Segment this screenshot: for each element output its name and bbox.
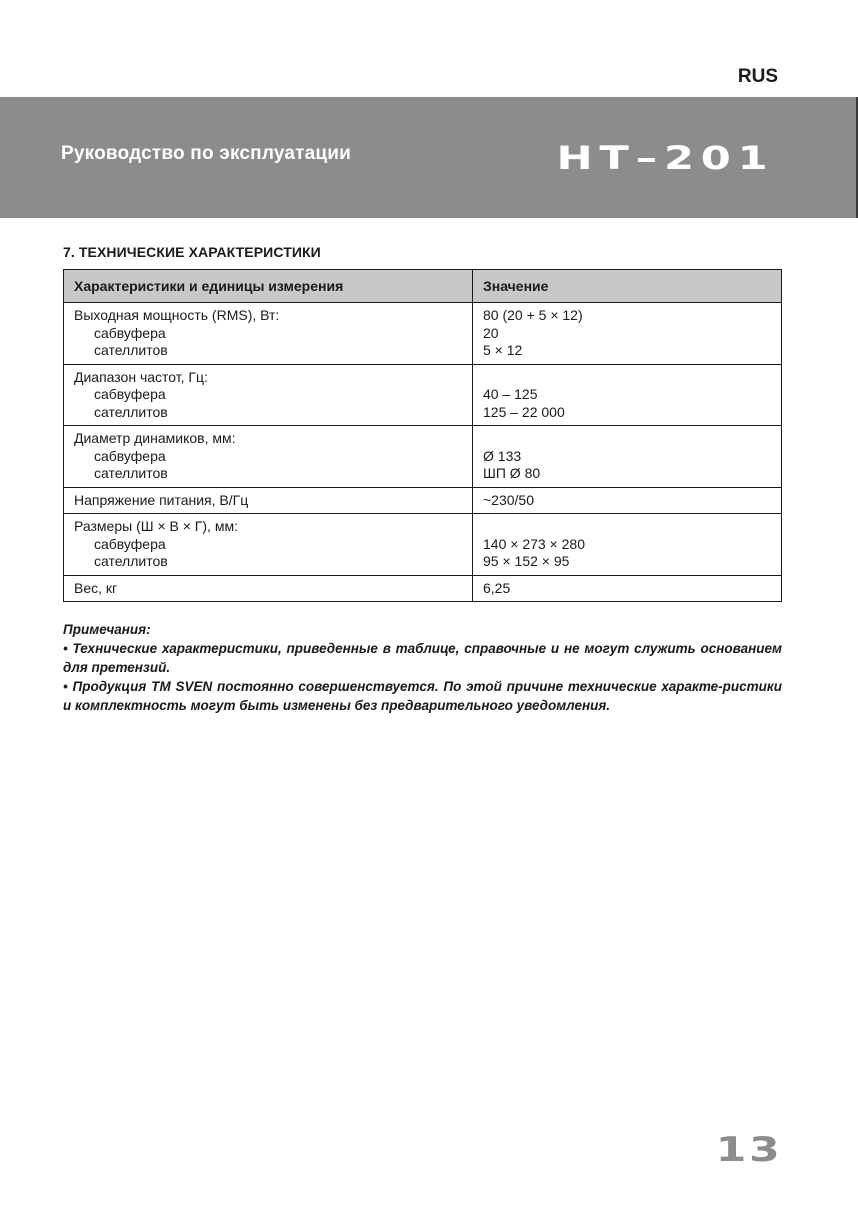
note-item: • Продукция ТМ SVEN постоянно совершенствуется. По этой причине технические характе-ристики и комплектность могут быть изменены без предварительного уведомления. (63, 679, 782, 713)
characteristic-cell (64, 364, 473, 426)
value-cell (473, 426, 782, 488)
specs-table (63, 269, 782, 602)
value-text: 140 × 273 × 280 (483, 535, 585, 552)
sub-label: сателлитов (94, 465, 168, 481)
characteristic-label: Вес, кг (74, 579, 118, 596)
table-row (64, 364, 782, 426)
header-banner (0, 97, 856, 218)
table-row (64, 426, 782, 488)
table-row (64, 303, 782, 365)
column-header-value: Значение (473, 270, 782, 303)
characteristic-cell (64, 575, 473, 602)
table-row (64, 514, 782, 576)
sub-label: сабвуфера (94, 447, 166, 464)
characteristic-label: Диаметр динамиков, мм: (74, 430, 236, 446)
value-text: 40 – 125 (483, 386, 538, 402)
value-text: Ø 133 (483, 447, 522, 464)
value-text: 5 × 12 (483, 342, 523, 358)
table-row (64, 487, 782, 514)
characteristic-label: Диапазон частот, Гц: (74, 368, 208, 385)
sub-label: сателлитов (94, 553, 168, 569)
sub-label: сабвуфера (94, 386, 166, 402)
value-text: 6,25 (483, 579, 511, 596)
notes-title: Примечания: (63, 622, 151, 637)
section-title: 7. ТЕХНИЧЕСКИЕ ХАРАКТЕРИСТИКИ (63, 244, 321, 260)
characteristic-label: Размеры (Ш × В × Г), мм: (74, 518, 238, 534)
page-number: 13 (715, 1130, 782, 1170)
table-row (64, 575, 782, 602)
table-header-row (64, 270, 782, 303)
characteristic-cell (64, 487, 473, 514)
value-cell (473, 487, 782, 514)
value-text: 125 – 22 000 (483, 403, 565, 420)
characteristic-cell (64, 514, 473, 576)
column-header-characteristic: Характеристики и единицы измерения (64, 270, 473, 303)
language-label: RUS (737, 66, 778, 87)
value-text (483, 369, 771, 387)
value-cell (473, 514, 782, 576)
sub-label: сателлитов (94, 403, 168, 420)
model-name: HT–201 (556, 139, 774, 177)
value-text (483, 430, 771, 448)
value-cell (473, 575, 782, 602)
manual-title: Руководство по эксплуатации (61, 143, 352, 164)
value-text: ~230/50 (483, 491, 534, 508)
value-text: 95 × 152 × 95 (483, 553, 570, 569)
notes-block (63, 620, 782, 715)
value-text (483, 518, 771, 536)
value-text: 80 (20 + 5 × 12) (483, 307, 583, 323)
characteristic-label: Напряжение питания, В/Гц (74, 491, 249, 508)
sub-label: сабвуфера (94, 324, 166, 341)
value-cell (473, 303, 782, 365)
value-text: 20 (483, 324, 499, 341)
value-text: ШП Ø 80 (483, 465, 541, 481)
note-item: • Технические характеристики, приведенные в таблице, справочные и не могут служить основанием для претензий. (63, 641, 782, 675)
sub-label: сателлитов (94, 342, 168, 358)
characteristic-cell (64, 426, 473, 488)
value-cell (473, 364, 782, 426)
characteristic-cell (64, 303, 473, 365)
sub-label: сабвуфера (94, 535, 166, 552)
characteristic-label: Выходная мощность (RMS), Вт: (74, 307, 280, 323)
